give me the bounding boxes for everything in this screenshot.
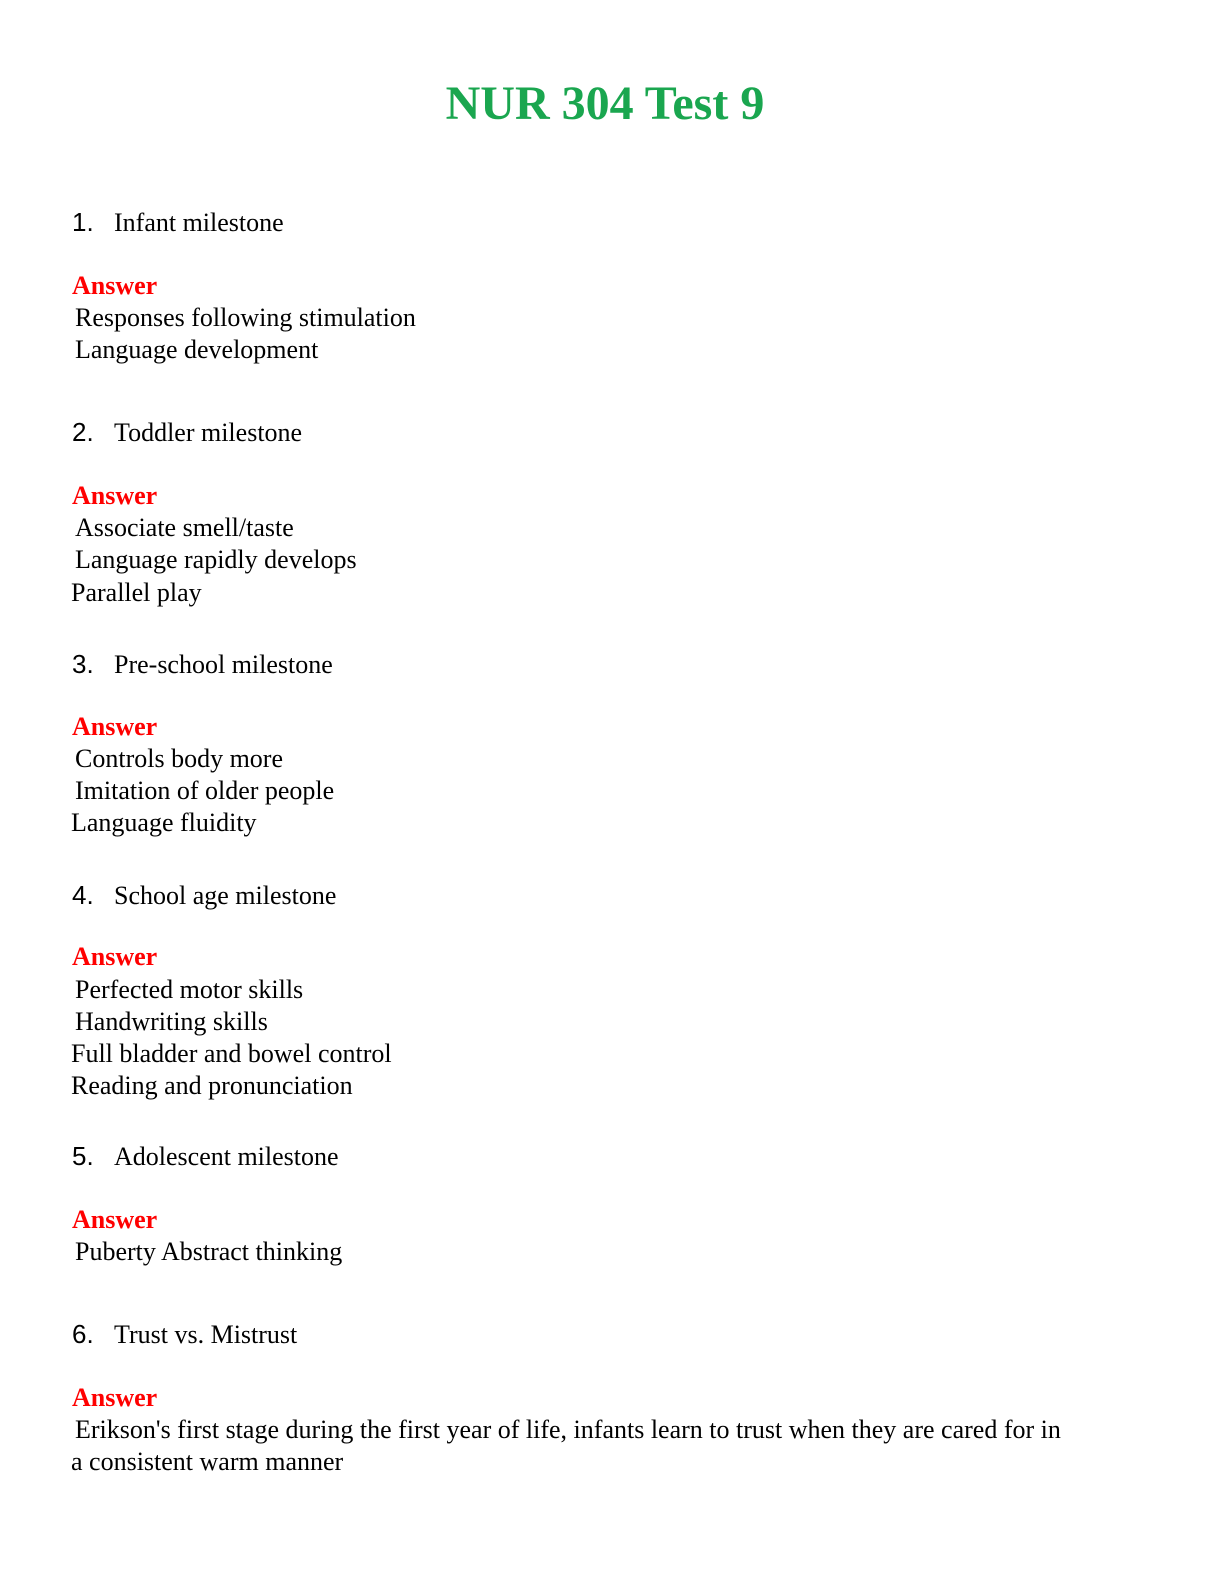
question-5	[72, 1140, 339, 1173]
answer-line: Parallel play	[71, 578, 202, 607]
answer-line: Language rapidly develops	[75, 545, 357, 574]
answer-line: Associate smell/taste	[75, 513, 294, 542]
question-text: Adolescent milestone	[114, 1142, 339, 1171]
question-text: Infant milestone	[114, 208, 284, 237]
answer-line: Controls body more	[75, 744, 283, 773]
question-number: 3.	[72, 649, 94, 679]
question-number: 1.	[72, 207, 94, 237]
answer-label: Answer	[72, 1383, 158, 1412]
question-number: 2.	[72, 417, 94, 447]
answer-line: a consistent warm manner	[71, 1447, 344, 1476]
question-text: Pre-school milestone	[114, 650, 333, 679]
answer-line: Responses following stimulation	[75, 303, 416, 332]
answer-line: Language fluidity	[71, 808, 257, 837]
answer-label: Answer	[72, 942, 158, 971]
answer-line: Puberty Abstract thinking	[75, 1237, 343, 1266]
question-number: 5.	[72, 1141, 94, 1171]
question-2	[72, 416, 302, 449]
answer-line: Erikson's first stage during the first year of life, infants learn to trust when they are cared for in	[75, 1415, 1061, 1444]
question-3	[72, 648, 333, 681]
answer-label: Answer	[72, 1205, 158, 1234]
answer-label: Answer	[72, 481, 158, 510]
answer-label: Answer	[72, 271, 158, 300]
question-text: School age milestone	[114, 881, 337, 910]
answer-line: Imitation of older people	[75, 776, 335, 805]
answer-label: Answer	[72, 712, 158, 741]
answer-line: Perfected motor skills	[75, 975, 304, 1004]
answer-line: Full bladder and bowel control	[71, 1039, 392, 1068]
question-number: 4.	[72, 880, 94, 910]
question-text: Trust vs. Mistrust	[114, 1320, 298, 1349]
question-text: Toddler milestone	[114, 418, 303, 447]
question-6	[72, 1318, 297, 1351]
answer-line: Language development	[75, 335, 319, 364]
question-number: 6.	[72, 1319, 94, 1349]
answer-line: Reading and pronunciation	[71, 1071, 353, 1100]
answer-line: Handwriting skills	[75, 1007, 268, 1036]
question-1	[72, 206, 284, 239]
page-title: NUR 304 Test 9	[445, 77, 765, 130]
question-4	[72, 879, 336, 912]
